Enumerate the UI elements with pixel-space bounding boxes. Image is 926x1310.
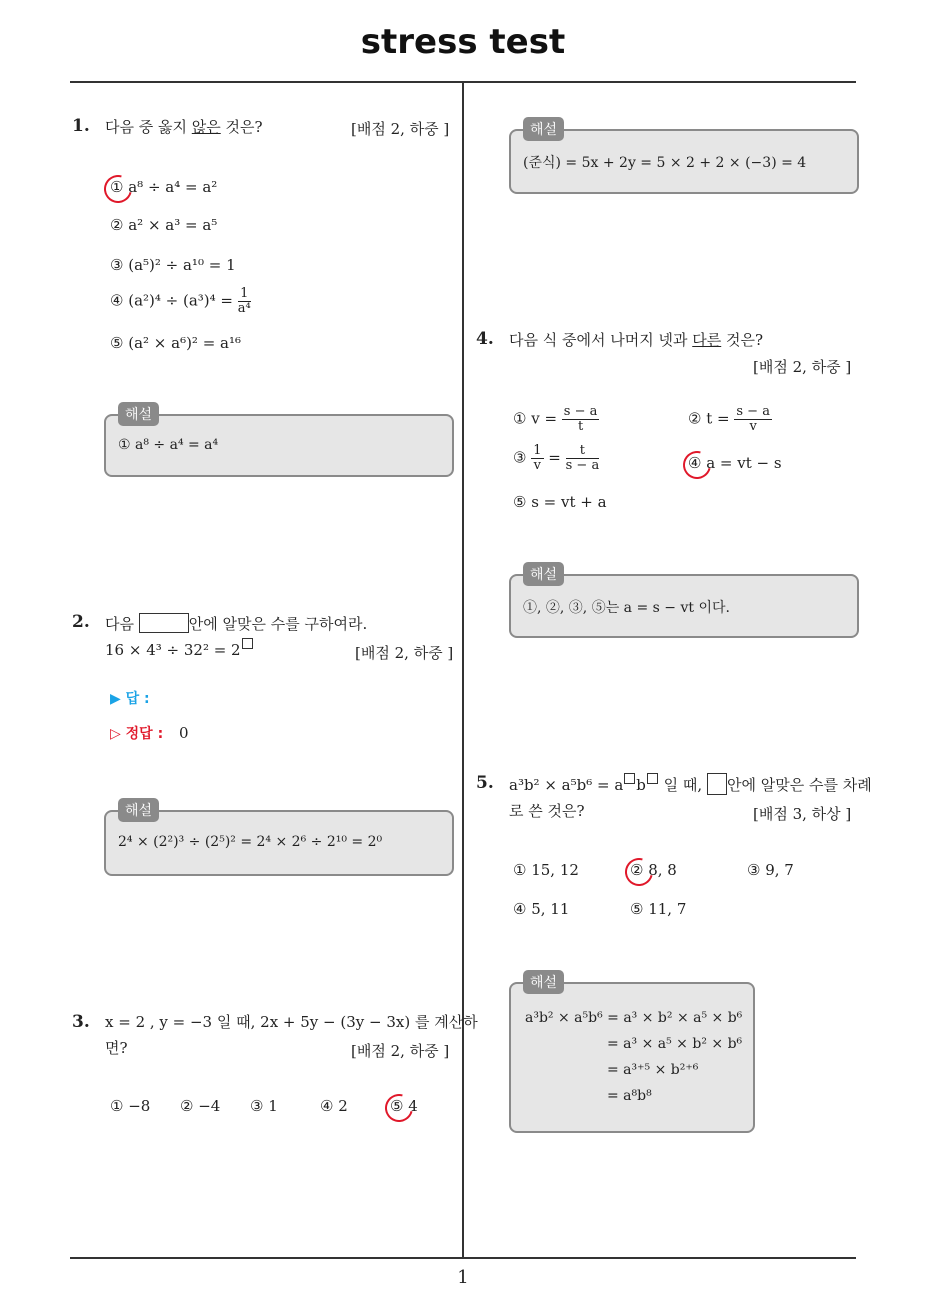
q2-expression-text: 16 × 4³ ÷ 32² = 2	[105, 641, 241, 659]
q1-option-4-den: a⁴	[237, 301, 251, 316]
q5-text-b: b	[636, 776, 646, 794]
q2-meta: [배점 2, 하중 ]	[355, 644, 454, 662]
q2-expression	[105, 638, 254, 662]
q4-meta: [배점 2, 하중 ]	[753, 358, 852, 376]
column-divider	[462, 83, 464, 1259]
q1-text-b: 것은?	[220, 118, 263, 136]
q4-option-4[interactable]: ④ a = vt − s	[688, 454, 782, 472]
q4-text	[509, 328, 763, 352]
q2-text	[105, 612, 367, 636]
q4-option-3-lden: v	[533, 458, 542, 473]
q5-solution-line-3: = a³⁺⁵ × b²⁺⁶	[607, 1062, 699, 1078]
q5-text-line1	[509, 773, 872, 797]
q1-answer-mark	[99, 170, 137, 208]
q1-option-5[interactable]: ⑤ (a² × a⁶)² = a¹⁶	[110, 334, 242, 352]
q4-solution-tag: 해설	[523, 562, 564, 586]
q5-solution-tag: 해설	[523, 970, 564, 994]
q5-solution-line-1: a³b² × a⁵b⁶ = a³ × b² × a⁵ × b⁶	[525, 1010, 743, 1026]
q4-option-3-left-fraction	[531, 444, 543, 473]
q3-solution-box	[509, 122, 859, 194]
q1-option-4[interactable]	[110, 287, 251, 316]
q1-text	[105, 115, 263, 139]
q4-option-2[interactable]	[688, 405, 772, 434]
q1-solution-text: ① a⁸ ÷ a⁴ = a⁴	[118, 437, 219, 453]
q5-text-d: 안에 알맞은 수를 차례	[726, 776, 872, 794]
q5-answer-mark	[620, 853, 658, 891]
q1-text-a: 다음 중 옳지	[105, 118, 192, 136]
q4-option-1-num: s − a	[563, 404, 598, 419]
q5-blank-b	[647, 773, 658, 784]
q4-text-underlined: 다른	[692, 331, 722, 349]
q5-option-1[interactable]: ① 15, 12	[513, 861, 579, 879]
q4-solution-text: ①, ②, ③, ⑤는 a = s − vt 이다.	[523, 600, 730, 616]
q2-text-a: 다음	[105, 615, 139, 633]
q3-solution-text: (준식) = 5x + 2y = 5 × 2 + 2 × (−3) = 4	[523, 155, 807, 171]
q5-option-4[interactable]: ④ 5, 11	[513, 900, 570, 918]
q5-text-line2: 로 쓴 것은?	[509, 802, 585, 820]
q5-blank-a	[624, 773, 635, 784]
q1-option-3[interactable]: ③ (a⁵)² ÷ a¹⁰ = 1	[110, 256, 236, 274]
q5-text-a: a³b² × a⁵b⁶ = a	[509, 776, 624, 794]
q3-text-line1: x = 2 , y = −3 일 때, 2x + 5y − (3y − 3x) 를 계산하	[105, 1013, 478, 1031]
q4-option-2-fraction	[734, 405, 772, 434]
q4-option-3-right-fraction	[566, 444, 600, 473]
q2-correct-value: 0	[179, 724, 189, 742]
footer-rule	[70, 1257, 856, 1259]
q4-solution-box	[509, 567, 859, 638]
q5-option-3[interactable]: ③ 9, 7	[747, 861, 794, 879]
q3-solution-tag: 해설	[523, 117, 564, 141]
q1-solution-tag: 해설	[118, 402, 159, 426]
q4-option-1-lhs: ① v =	[513, 409, 562, 428]
q4-option-3-pre: ③	[513, 448, 532, 467]
q4-option-3[interactable]	[513, 444, 599, 473]
q3-option-3[interactable]: ③ 1	[250, 1097, 278, 1115]
q5-solution-line-2: = a³ × a⁵ × b² × b⁶	[607, 1036, 743, 1052]
q2-number: 2.	[72, 612, 90, 632]
q4-option-2-lhs: ② t =	[688, 409, 735, 428]
q2-expression-blank	[242, 638, 253, 649]
q4-option-1-den: t	[577, 419, 584, 434]
q4-option-3-lnum: 1	[533, 443, 542, 458]
q1-text-underlined: 않은	[191, 118, 221, 136]
q4-number: 4.	[476, 329, 494, 349]
q5-solution-line-4: = a⁸b⁸	[607, 1088, 652, 1104]
q5-meta: [배점 3, 하상 ]	[753, 805, 852, 823]
q4-option-1[interactable]	[513, 405, 599, 434]
q2-text-b: 안에 알맞은 수를 구하여라.	[188, 615, 368, 633]
q5-solution-box	[509, 975, 755, 1133]
q5-blank-box	[707, 773, 727, 795]
q3-option-2[interactable]: ② −4	[180, 1097, 221, 1115]
q4-text-b: 것은?	[721, 331, 764, 349]
q5-option-2[interactable]: ② 8, 8	[630, 861, 677, 879]
q2-solution-box	[104, 803, 454, 876]
q1-meta: [배점 2, 하중 ]	[351, 120, 450, 138]
q3-option-5[interactable]: ⑤ 4	[390, 1097, 418, 1115]
q3-number: 3.	[72, 1012, 90, 1032]
q1-option-4-num: 1	[238, 287, 251, 302]
q4-text-a: 다음 식 중에서 나머지 넷과	[509, 331, 693, 349]
page-number: 1	[457, 1267, 469, 1288]
q5-option-5[interactable]: ⑤ 11, 7	[630, 900, 687, 918]
q2-blank-box	[139, 613, 189, 633]
q2-correct-label: ▷ 정답 :	[110, 726, 164, 742]
q2-answer-label[interactable]: ▶ 답 :	[110, 691, 150, 707]
page-title: stress test	[360, 22, 566, 62]
q3-answer-mark	[380, 1089, 418, 1127]
q3-option-4[interactable]: ④ 2	[320, 1097, 348, 1115]
q4-answer-mark	[678, 446, 716, 484]
q3-option-1[interactable]: ① −8	[110, 1097, 151, 1115]
q5-number: 5.	[476, 773, 494, 793]
q4-option-2-num: s − a	[736, 404, 770, 419]
q2-solution-text: 2⁴ × (2²)³ ÷ (2⁵)² = 2⁴ × 2⁶ ÷ 2¹⁰ = 2⁰	[118, 834, 383, 850]
q2-solution-tag: 해설	[118, 798, 159, 822]
q4-option-5[interactable]: ⑤ s = vt + a	[513, 493, 607, 511]
q1-number: 1.	[72, 116, 90, 136]
q3-meta: [배점 2, 하중 ]	[351, 1042, 450, 1060]
q4-option-2-den: v	[749, 419, 757, 434]
q4-option-3-rden: s − a	[565, 458, 600, 473]
q4-option-3-rnum: t	[566, 444, 600, 459]
q1-solution-box	[104, 407, 454, 477]
q1-option-2[interactable]: ② a² × a³ = a⁵	[110, 216, 218, 234]
q4-option-3-eq: =	[543, 448, 566, 467]
q1-option-4-lhs: ④ (a²)⁴ ÷ (a³)⁴ =	[110, 291, 238, 310]
q3-text-line2: 면?	[105, 1039, 128, 1057]
q5-text-c: 일 때,	[658, 776, 707, 794]
q1-option-1[interactable]: ① a⁸ ÷ a⁴ = a²	[110, 178, 218, 196]
q1-option-4-fraction	[238, 287, 251, 316]
q4-option-1-fraction	[562, 405, 600, 434]
